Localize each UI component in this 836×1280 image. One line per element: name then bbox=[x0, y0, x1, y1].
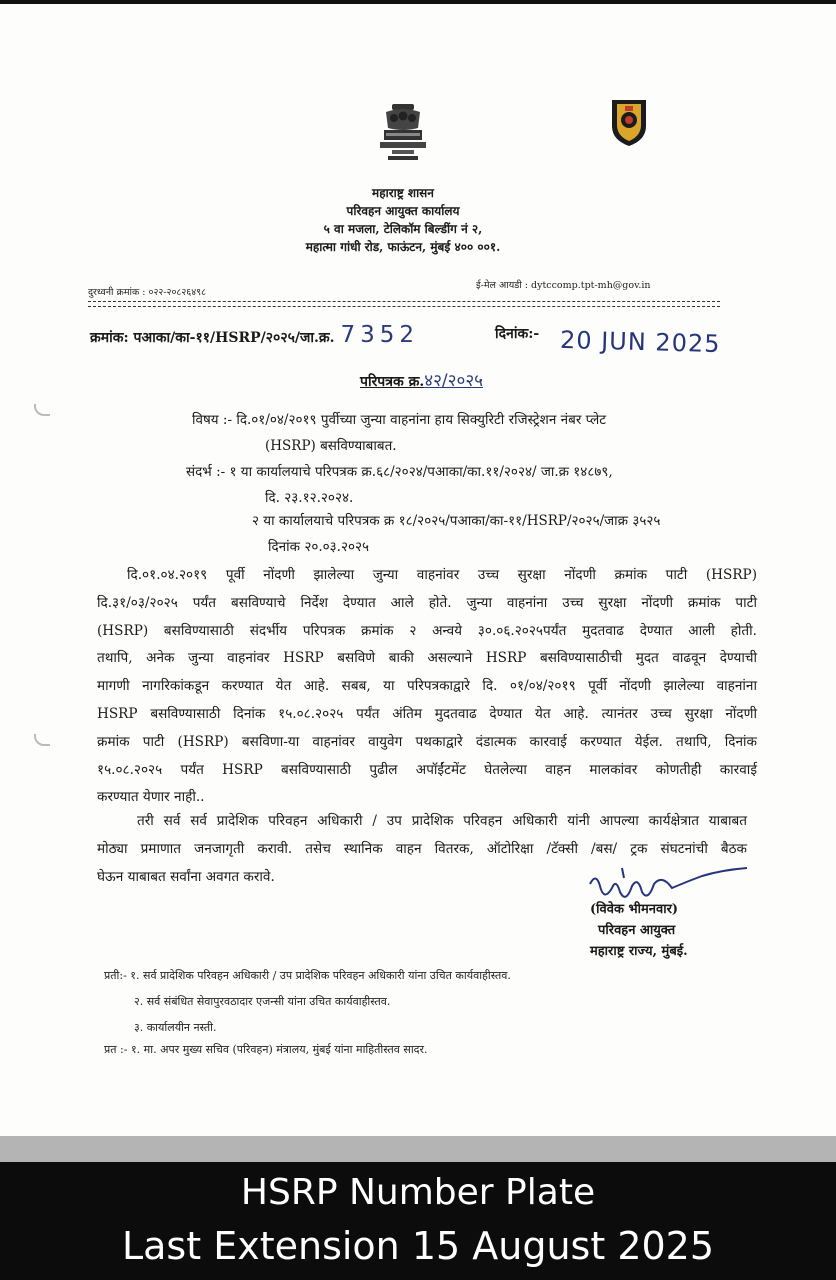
header-divider bbox=[88, 301, 720, 302]
paragraph-line: १५.०८.२०२५ पर्यंत HSRP बसविण्यासाठी पुढील अपॉईंटमेंट घेतलेल्या वाहन मालकांवर कोणतीही कारवाई bbox=[97, 761, 757, 778]
department-emblem-icon bbox=[608, 96, 650, 148]
reference-line-2: दि. २३.१२.२०२४. bbox=[265, 490, 354, 506]
letterhead-address: महात्मा गांधी रोड, फाऊंटन, मुंबई ४०० ००१. bbox=[305, 240, 501, 254]
separator-band bbox=[0, 1136, 836, 1162]
signatory-block bbox=[590, 899, 688, 962]
reference-line-4: दिनांक २०.०३.२०२५ bbox=[268, 539, 370, 555]
caption-subtitle: Last Extension 15 August 2025 bbox=[121, 1224, 715, 1268]
email-address: ई-मेल आयडी : dytccomp.tpt-mh@gov.in bbox=[476, 280, 651, 291]
paragraph-line: दि.३१/०३/२०२५ पर्यंत बसविण्याचे निर्देश देण्यात आले होते. जुन्या वाहनांना उच्च सुरक्षा नोंदणी क्रमांक पाटी bbox=[97, 594, 757, 611]
paragraph-line: (HSRP) बसविण्यासाठी संदर्भीय परिपत्रक क्रमांक २ अन्वये ३०.०६.२०२५पर्यंत मुदतवाढ देण्यात आली होती. bbox=[97, 622, 757, 639]
circular-label: परिपत्रक क्र. bbox=[360, 374, 425, 390]
paragraph-line: मागणी नागरिकांकडून करण्यात येत आहे. सबब, या परिपत्रकाद्वारे दि. ०१/०४/२०१९ पूर्वी नोंदणी झालेल्या वाहनांना bbox=[97, 678, 757, 695]
paragraph-line: क्रमांक पाटी (HSRP) बसविणा-या वाहनांवर वायुवेग पथकाद्वारे दंडात्मक कारवाई करण्यात येईल. तथापि, दिनांक bbox=[97, 733, 757, 750]
signatory-place: महाराष्ट्र राज्य, मुंबई. bbox=[590, 944, 688, 959]
circular-number bbox=[360, 368, 483, 391]
letterhead-government: महाराष्ट्र शासन bbox=[372, 186, 434, 200]
circular-document bbox=[0, 4, 836, 1136]
signatory-name: (विवेक भीमनवार) bbox=[590, 902, 679, 917]
paragraph-line: करण्यात येणार नाही.. bbox=[97, 789, 205, 806]
letterhead-office: परिवहन आयुक्त कार्यालय bbox=[346, 204, 460, 218]
subject-line-2: (HSRP) बसविण्याबाबत. bbox=[265, 438, 397, 454]
phone-number: दुरध्वनी क्रमांक : ०२२-२०८२६४९८ bbox=[88, 287, 207, 298]
national-emblem-icon bbox=[372, 102, 434, 164]
date-label: दिनांक:- bbox=[495, 326, 540, 342]
punch-mark bbox=[34, 734, 50, 746]
inward-number: 7352 bbox=[340, 322, 420, 348]
copy-line-2: २. सर्व संबंधित सेवापुरवठादार एजन्सी यांना उचित कार्यवाहीस्तव. bbox=[134, 995, 391, 1008]
caption-banner bbox=[0, 1162, 836, 1280]
caption-title: HSRP Number Plate bbox=[240, 1172, 596, 1213]
copy-line-3: ३. कार्यालयीन नस्ती. bbox=[134, 1021, 217, 1034]
subject-line-1: विषय :- दि.०१/०४/२०१९ पुर्वीच्या जुन्या वाहनांना हाय सिक्युरिटी रजिस्ट्रेशन नंबर प्लेट bbox=[192, 412, 607, 428]
paragraph-line: HSRP बसविण्यासाठी दिनांक १५.०८.२०२५ पर्यंत अंतिम मुदतवाढ देण्यात येत आहे. त्यानंतर उच्च सुरक्षा नोंदणी bbox=[97, 705, 757, 722]
signatory-title: परिवहन आयुक्त bbox=[598, 923, 676, 938]
copy-line-4: प्रत :- १. मा. अपर मुख्य सचिव (परिवहन) मंत्रालय, मुंबई यांना माहितीस्तव सादर. bbox=[104, 1043, 428, 1056]
reference-line-1: संदर्भ :- १ या कार्यालयाचे परिपत्रक क्र.६८/२०२४/पआका/का.११/२०२४/ जा.क्र १४८७९, bbox=[186, 464, 613, 480]
paragraph-line: दि.०१.०४.२०१९ पूर्वी नोंदणी झालेल्या जुन्या वाहनांवर उच्च सुरक्षा नोंदणी क्रमांक पाटी (HSRP) bbox=[127, 567, 757, 583]
reference-number bbox=[90, 322, 419, 348]
body-paragraph-1 bbox=[97, 562, 757, 812]
reference-label: क्रमांक: पआका/का-११/HSRP/२०२५/जा.क्र. bbox=[90, 330, 335, 346]
paragraph-line: तरी सर्व सर्व प्रादेशिक परिवहन अधिकारी / उप प्रादेशिक परिवहन अधिकारी यांनी आपल्या कार्यक्षेत्रात याबाबत bbox=[137, 813, 747, 829]
circular-handwritten-number: ४२/२०२५ bbox=[424, 371, 484, 391]
header-divider-2 bbox=[88, 306, 720, 307]
punch-mark bbox=[34, 404, 50, 416]
copy-line-1: प्रती:- १. सर्व प्रादेशिक परिवहन अधिकारी / उप प्रादेशिक परिवहन अधिकारी यांना उचित कार्यवाहीस्तव. bbox=[104, 969, 511, 982]
reference-line-3: २ या कार्यालयाचे परिपत्रक क्र १८/२०२५/पआका/का-११/HSRP/२०२५/जाक्र ३५२५ bbox=[252, 513, 661, 529]
paragraph-line: घेऊन याबाबत सर्वांना अवगत करावे. bbox=[97, 868, 275, 885]
paragraph-line: मोठ्या प्रमाणात जनजागृती करावी. तसेच स्थानिक वाहन वितरक, ऑटोरिक्षा /टॅक्सी /बस/ ट्रक संघटनांची बैठक bbox=[97, 840, 747, 857]
date-stamp: 20 JUN 2025 bbox=[559, 325, 721, 359]
paragraph-line: तथापि, अनेक जुन्या वाहनांवर HSRP बसविणे बाकी असल्याने HSRP बसविण्यासाठीची मुदत वाढवून देण्याची bbox=[97, 650, 757, 667]
letterhead-building: ५ वा मजला, टेलिकॉम बिल्डींग नं २, bbox=[323, 222, 483, 236]
